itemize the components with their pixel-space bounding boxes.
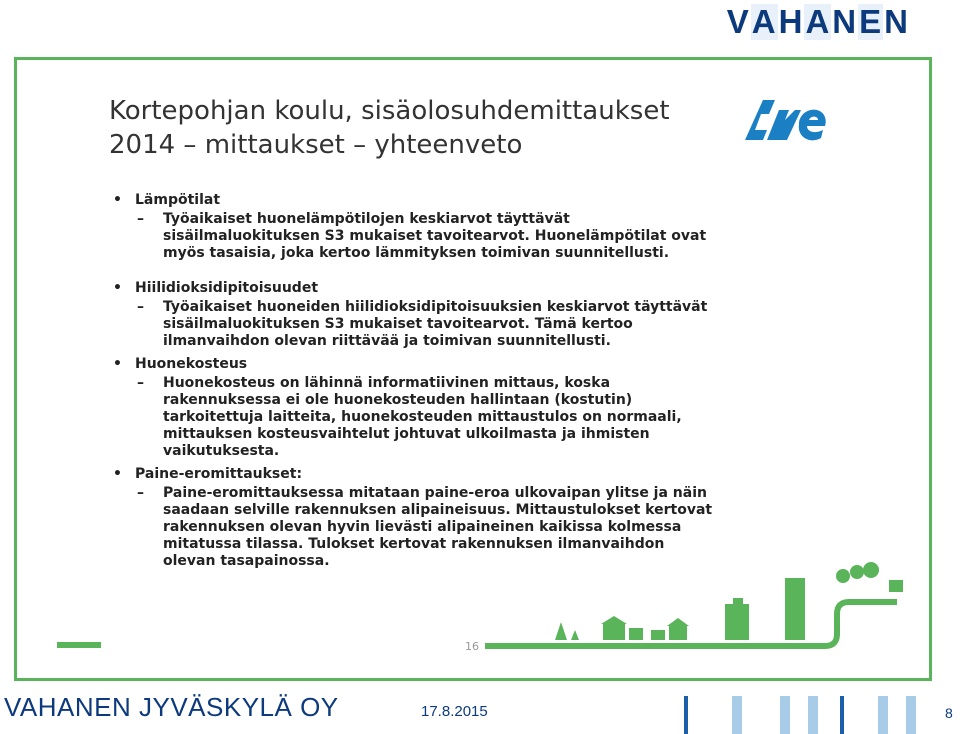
logo-letter: E bbox=[859, 3, 883, 40]
are-logo bbox=[741, 94, 831, 150]
section-item: – Huonekosteus on lähinnä informatiivinen mittaus, koska rakennuksessa ei ole huonekosteuden hallintaan (kostutin) tarkoitettuja laitteita, huonekosteuden mittaustulos on normaali, mittauksen kosteusvaihtelut johtuvat ulkoilmasta ja ihmisten vaikutuksesta. bbox=[109, 375, 719, 460]
section-heading: • Huonekosteus bbox=[109, 356, 719, 373]
logo-letter: N bbox=[832, 3, 858, 40]
are-logo-icon bbox=[741, 94, 831, 146]
vahanen-logo bbox=[726, 4, 910, 40]
section-heading: • Lämpötilat bbox=[109, 192, 719, 209]
slide-title-line1: Kortepohjan koulu, sisäolosuhdemittaukset bbox=[109, 96, 670, 126]
slide-title bbox=[109, 94, 709, 162]
embedded-slide bbox=[14, 57, 932, 681]
logo-letter: A bbox=[805, 3, 831, 40]
footer-page-number: 8 bbox=[945, 705, 953, 721]
section-heading: • Hiilidioksidipitoisuudet bbox=[109, 280, 719, 297]
green-dash-decoration bbox=[57, 642, 101, 648]
section-item: – Paine-eromittauksessa mitataan paine-eroa ulkovaipan ylitse ja näin saadaan selville rakennuksen alipaineisuus. Mittaustulokset kertovat rakennuksen olevan hyvin lievästi alipaineinen kaikissa kolmessa mitatussa tilassa. Tulokset kertovat rakennuksen ilmanvaihdon olevan tasapainossa. bbox=[109, 485, 719, 570]
section-item: – Työaikaiset huoneiden hiilidioksidipitoisuuksien keskiarvot täyttävät sisäilmaluokituksen S3 mukaiset tavoitearvot. Tämä kertoo ilmanvaihdon olevan riittävää ja toimivan suunnitellusti. bbox=[109, 299, 719, 350]
logo-letter: N bbox=[884, 3, 909, 40]
footer-company: VAHANEN JYVÄSKYLÄ OY bbox=[4, 692, 339, 722]
section-item: – Työaikaiset huonelämpötilojen keskiarvot täyttävät sisäilmaluokituksen S3 mukaiset tavoitearvot. Huonelämpötilat ovat myös tasaisia, joka kertoo lämmityksen toimivan suunnitellusti. bbox=[109, 211, 719, 262]
slide-content bbox=[109, 192, 719, 570]
slide-title-line2: 2014 – mittaukset – yhteenveto bbox=[109, 130, 523, 160]
section-heading: • Paine-eromittaukset: bbox=[109, 466, 719, 483]
logo-letter: A bbox=[751, 3, 777, 40]
slide-page-number: 16 bbox=[465, 640, 479, 653]
logo-letter: V bbox=[726, 3, 750, 40]
footer-date: 17.8.2015 bbox=[421, 703, 488, 720]
city-illustration bbox=[485, 560, 905, 652]
logo-letter: H bbox=[778, 3, 804, 40]
footer-bars-decoration bbox=[680, 696, 930, 734]
